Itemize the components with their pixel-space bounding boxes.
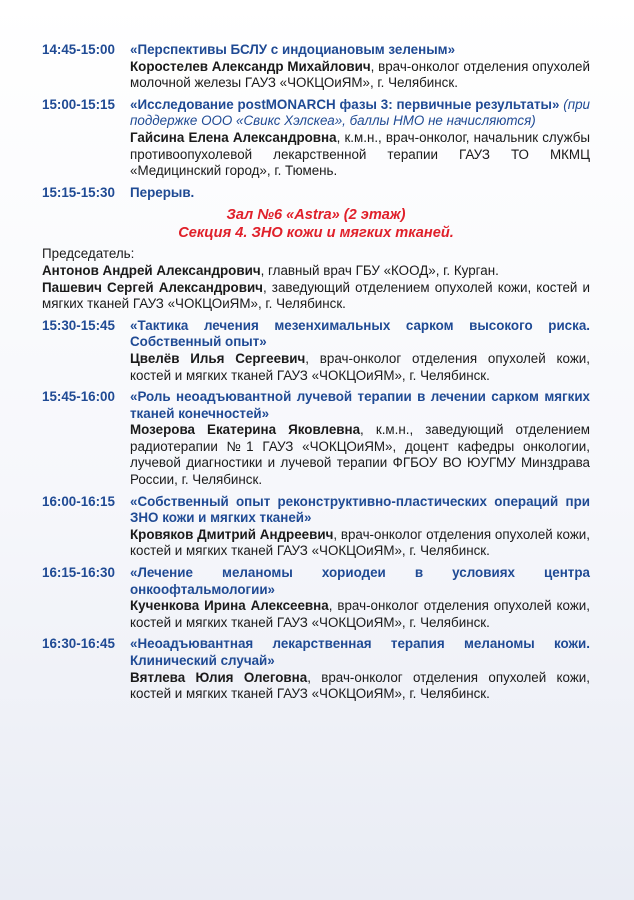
break-title: Перерыв. xyxy=(130,184,195,200)
talk-title: «Роль неоадъювантной лучевой терапии в лечении сарком мягких тканей конечностей» xyxy=(130,389,590,421)
entry-content xyxy=(130,565,590,631)
speaker-name: Кученкова Ирина Алексеевна xyxy=(130,598,329,614)
entry-content xyxy=(130,636,590,702)
speaker-info: , врач-онколог отделения опухолей кожи, костей и мягких тканей ГАУЗ «ЧОКЦОиЯМ», г. Челябинск. xyxy=(130,598,591,630)
program-entry xyxy=(42,494,590,560)
speaker xyxy=(130,598,590,631)
chair-person xyxy=(42,263,590,280)
entry-time: 16:15-16:30 xyxy=(42,565,115,581)
entry-content xyxy=(130,494,590,560)
program-entry xyxy=(42,389,590,489)
speaker xyxy=(130,351,590,384)
break-entry xyxy=(42,185,590,202)
program-entry xyxy=(42,318,590,384)
chair-name: Пашевич Сергей Александрович xyxy=(42,279,263,295)
speaker-name: Гайсина Елена Александровна xyxy=(130,129,337,145)
speaker-info: , к.м.н., врач-онколог, начальник службы противоопухолевой лекарственной терапии ГАУЗ ТО МКМЦ «Медицинский город», г. Тюмень. xyxy=(130,129,590,179)
section-heading: Секция 4. ЗНО кожи и мягких тканей. xyxy=(178,225,454,242)
talk-title: «Собственный опыт реконструктивно-пластических операций при ЗНО кожи и мягких тканей» xyxy=(130,493,590,526)
talk-title-text: «Исследование postMONARCH фазы 3: первичные результаты» xyxy=(130,96,560,112)
chair-label: Председатель: xyxy=(42,246,135,262)
speaker-name: Кровяков Дмитрий Андреевич xyxy=(130,526,334,542)
speaker-info: , врач-онколог отделения опухолей молочной железы ГАУЗ «ЧОКЦОиЯМ», г. Челябинск. xyxy=(130,58,590,91)
talk-title: «Лечение меланомы хориодеи в условиях центра онкоофтальмологии» xyxy=(130,565,590,597)
entry-time: 15:00-15:15 xyxy=(42,96,115,112)
entry-content xyxy=(130,389,590,489)
speaker xyxy=(130,59,590,92)
talk-title: «Тактика лечения мезенхимальных сарком высокого риска. Собственный опыт» xyxy=(130,317,590,350)
speaker xyxy=(130,670,590,703)
program-page xyxy=(42,42,590,703)
speaker-name: Коростелев Александр Михайлович xyxy=(130,58,371,74)
sponsor-note: (при поддержке ООО «Свикс Хэлскеа», баллы НМО не начисляются) xyxy=(130,96,590,129)
entry-time: 14:45-15:00 xyxy=(42,42,115,57)
program-entry xyxy=(42,97,590,180)
entry-time: 16:00-16:15 xyxy=(42,493,115,509)
talk-title: «Неоадъювантная лекарственная терапия меланомы кожи. Клинический случай» xyxy=(130,636,590,668)
chair-name: Антонов Андрей Александрович xyxy=(42,262,261,278)
speaker-info: , врач-онколог отделения опухолей кожи, костей и мягких тканей ГАУЗ «ЧОКЦОиЯМ», г. Челябинск. xyxy=(130,526,590,559)
talk-title xyxy=(130,97,590,130)
speaker xyxy=(130,130,590,180)
speaker-name: Вятлева Юлия Олеговна xyxy=(130,669,308,685)
speaker-name: Мозерова Екатерина Яковлевна xyxy=(130,422,361,438)
entry-time: 15:15-15:30 xyxy=(42,184,115,200)
program-entry xyxy=(42,565,590,631)
entry-content xyxy=(130,42,590,92)
program-entry xyxy=(42,636,590,702)
entry-time: 16:30-16:45 xyxy=(42,636,115,652)
talk-title: «Перспективы БСЛУ с индоциановым зеленым» xyxy=(130,42,456,57)
speaker-name: Цвелёв Илья Сергеевич xyxy=(130,350,306,366)
chair-info: , заведующий отделением опухолей кожи, костей и мягких тканей ГАУЗ «ЧОКЦОиЯМ», г. Челябинск. xyxy=(42,279,590,312)
speaker xyxy=(130,422,590,488)
speaker xyxy=(130,527,590,560)
entry-content xyxy=(130,97,590,180)
speaker-info: , врач-онколог отделения опухолей кожи, костей и мягких тканей ГАУЗ «ЧОКЦОиЯМ», г. Челябинск. xyxy=(130,350,590,383)
speaker-info: , к.м.н., заведующий отделением радиотерапии №1 ГАУЗ «ЧОКЦОиЯМ», доцент кафедры онкологии, лучевой диагностики и лучевой терапии ФГБОУ ВО ЮУГМУ Минздрава России, г. Челябинск. xyxy=(130,422,590,488)
chair-person xyxy=(42,280,590,313)
speaker-info: , врач-онколог отделения опухолей кожи, костей и мягких тканей ГАУЗ «ЧОКЦОиЯМ», г. Челябинск. xyxy=(130,669,590,702)
hall-heading: Зал №6 «Astra» (2 этаж) xyxy=(226,207,406,224)
program-entry xyxy=(42,42,590,92)
chair-info: , главный врач ГБУ «КООД», г. Курган. xyxy=(260,262,499,278)
entry-time: 15:45-16:00 xyxy=(42,389,115,405)
entry-time: 15:30-15:45 xyxy=(42,317,115,333)
entry-content xyxy=(130,318,590,384)
